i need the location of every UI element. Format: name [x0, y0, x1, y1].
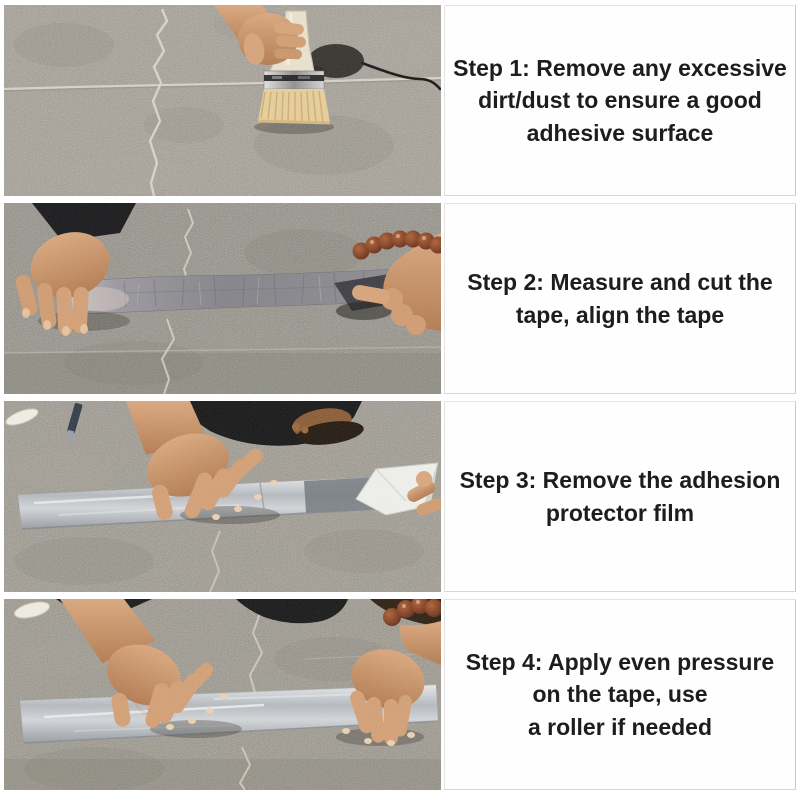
step-1-text-panel: [444, 5, 796, 196]
step-row-3: [4, 401, 796, 592]
step-row-1: [4, 5, 796, 196]
step-text-line: Step 1: Remove any excessive: [453, 54, 787, 81]
step-text-line: protector film: [545, 499, 695, 526]
step-row-2: [4, 203, 796, 394]
step-text-line: on the tape, use: [532, 681, 708, 708]
step-2-photo: [4, 203, 441, 394]
step-text-line: Step 4: Apply even pressure: [465, 648, 775, 675]
step-3-photo: [4, 401, 441, 592]
step-text-line: dirt/dust to ensure a good: [478, 87, 762, 114]
step-row-4: [4, 599, 796, 790]
step-text-line: Step 2: Measure and cut the: [467, 268, 773, 295]
step-2-text-panel: [444, 203, 796, 394]
step-text-line: Step 3: Remove the adhesion: [459, 466, 781, 493]
step-3-text-panel: [444, 401, 796, 592]
step-4-photo: [4, 599, 441, 790]
step-text-line: tape, align the tape: [515, 301, 725, 328]
step-1-photo: [4, 5, 441, 196]
step-4-text-panel: [444, 599, 796, 790]
step-text-line: adhesive surface: [526, 119, 714, 146]
step-text-line: a roller if needed: [527, 713, 713, 740]
